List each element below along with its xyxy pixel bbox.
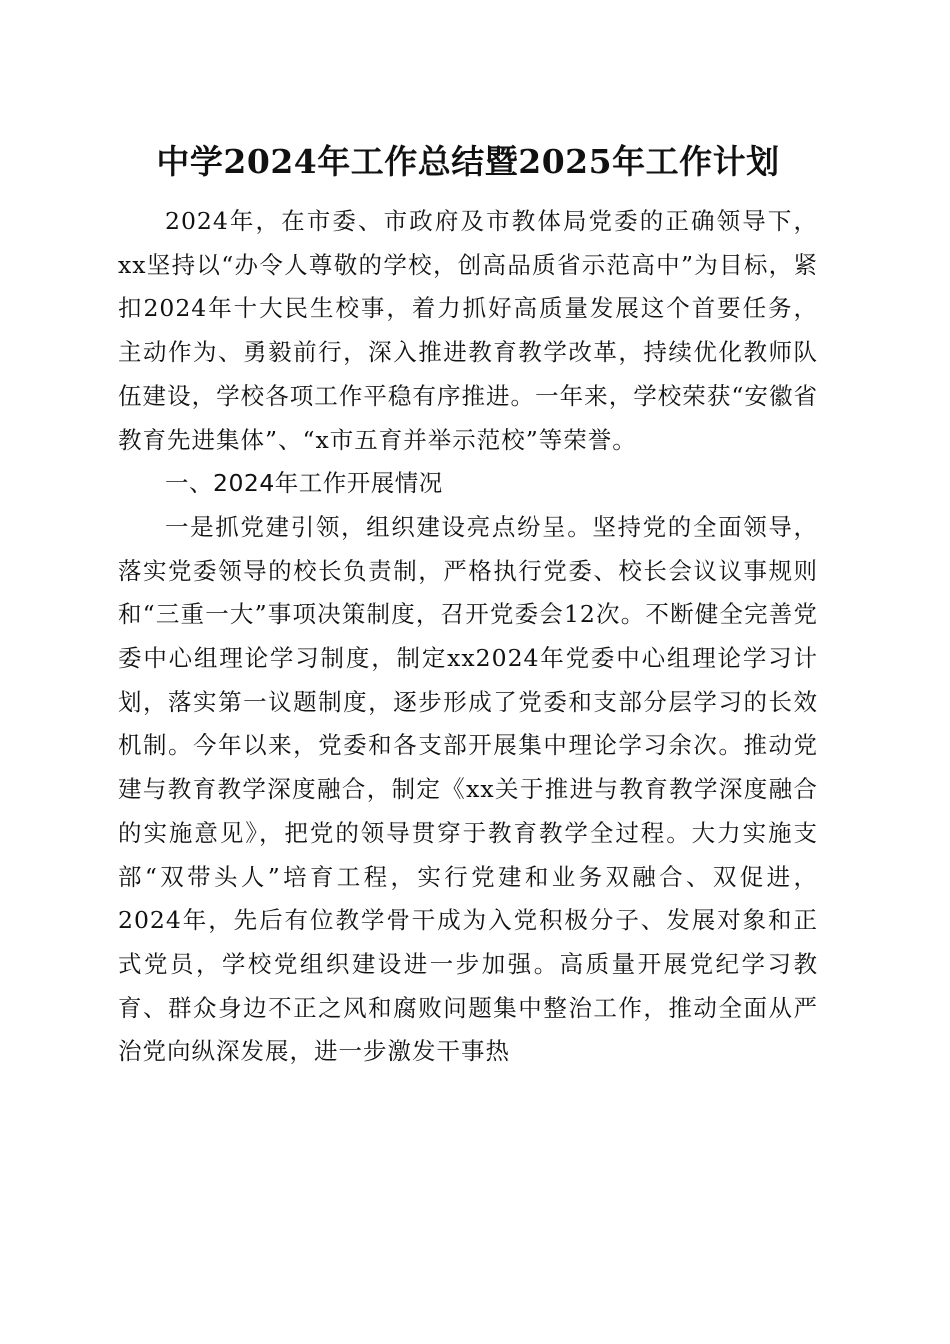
intro-paragraph: 2024年，在市委、市政府及市教体局党委的正确领导下，xx坚持以“办令人尊敬的学校，创高品质省示范高中”为目标，紧扣2024年十大民生校事，着力抓好高质量发展这个首要任务，主动作为、勇毅前行，深入推进教育教学改革，持续优化教师队伍建设，学校各项工作平稳有序推进。一年来，学校荣获“安徽省教育先进集体”、“x市五育并举示范校”等荣誉。 (118, 207, 818, 454)
document-title: 中学2024年工作总结暨2025年工作计划 (156, 142, 780, 181)
section-heading: 一、2024年工作开展情况 (165, 469, 443, 498)
body-paragraph: 一是抓党建引领，组织建设亮点纷呈。坚持党的全面领导，落实党委领导的校长负责制，严格执行党委、校长会议议事规则和“三重一大”事项决策制度，召开党委会12次。不断健全完善党委中心组理论学习制度，制定xx2024年党委中心组理论学习计划，落实第一议题制度，逐步形成了党委和支部分层学习的长效机制。今年以来，党委和各支部开展集中理论学习余次。推动党建与教育教学深度融合，制定《xx关于推进与教育教学深度融合的实施意见》，把党的领导贯穿于教育教学全过程。大力实施支部“双带头人”培育工程，实行党建和业务双融合、双促进，2024年，先后有位教学骨干成为入党积极分子、发展对象和正式党员，学校党组织建设进一步加强。高质量开展党纪学习教育、群众身边不正之风和腐败问题集中整治工作，推动全面从严治党向纵深发展，进一步激发干事热 (118, 512, 818, 1066)
